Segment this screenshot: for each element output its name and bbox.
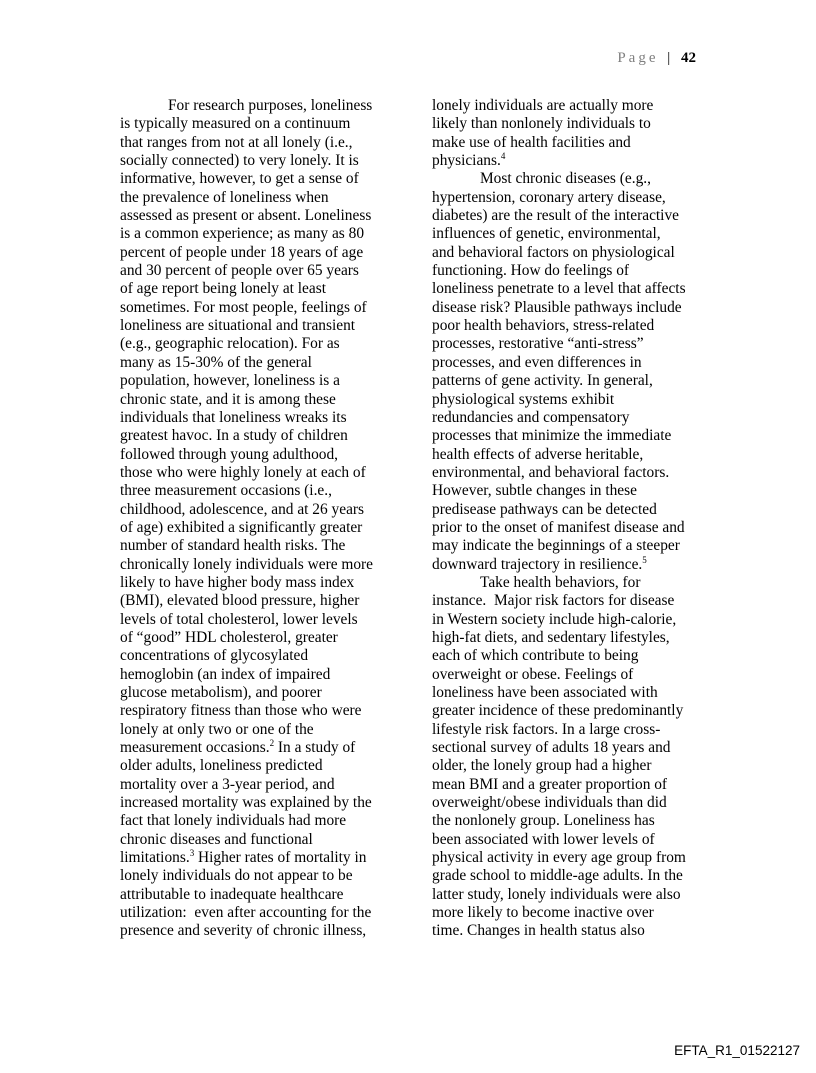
document-id: EFTA_R1_01522127 [674,1043,800,1058]
text-line: utilization: even after accounting for the [120,904,372,922]
text-line: lifestyle risk factors. In a large cross- [432,720,661,738]
text-line: greater incidence of these predominantly [432,702,684,720]
page-header [617,50,696,67]
text-line: chronically lonely individuals were more [120,555,374,573]
text-line: the prevalence of loneliness when [120,188,329,206]
text-line: loneliness have been associated with [432,684,658,701]
text-segment: Higher rates of mortality in [194,849,367,867]
text-line-with-citation [120,849,410,867]
text-line: older, the lonely group had a higher [432,757,652,775]
text-line: sometimes. For most people, feelings of [120,298,367,316]
page-label: Page [617,50,659,66]
text-line: patterns of gene activity. In general, [432,372,653,390]
text-segment: downward trajectory in resilience. [432,555,643,573]
text-line: mortality over a 3-year period, and [120,775,335,793]
text-line: overweight/obese individuals than did [432,794,667,812]
text-line: likely to have higher body mass index [120,573,355,591]
text-line: poor health behaviors, stress-related [432,317,655,335]
text-line: assessed as present or absent. Loneliness [120,207,372,225]
citation-superscript: 2 [269,737,275,748]
text-line: sectional survey of adults 18 years and [432,739,671,757]
text-line: lonely individuals do not appear to be [120,867,353,885]
text-line: time. Changes in health status also [432,922,645,940]
text-line: of age) exhibited a significantly greater [120,518,363,536]
text-line: processes, restorative “anti-stress” [432,335,644,353]
text-line: lonely individuals are actually more [432,97,654,114]
text-line: presence and severity of chronic illness, [120,922,367,940]
text-line: overweight or obese. Feelings of [432,665,634,683]
text-line: and behavioral factors on physiological [432,243,675,261]
text-line: (BMI), elevated blood pressure, higher [120,592,360,610]
page-separator: | [667,50,671,66]
text-line: the nonlonely group. Loneliness has [432,812,655,830]
text-line: diabetes) are the result of the interactive [432,207,679,225]
text-line: individuals that loneliness wreaks its [120,408,347,426]
text-line: is typically measured on a continuum [120,115,351,133]
text-line-with-citation [120,739,410,757]
text-line: many as 15-30% of the general [120,353,312,371]
text-line: Take health behaviors, for [480,573,641,591]
text-line: percent of people under 18 years of age [120,243,364,261]
text-line: lonely at only two or one of the [120,720,314,738]
text-segment: In a study of [274,739,356,757]
page-number: 42 [681,50,696,66]
text-line: is a common experience; as many as 80 [120,225,365,243]
text-segment: limitations. [120,849,190,867]
right-column [432,97,722,941]
text-segment: measurement occasions. [120,739,270,757]
text-line: in Western society include high-calorie, [432,610,677,628]
text-line: informative, however, to get a sense of [120,170,359,188]
text-line: (e.g., geographic relocation). For as [120,335,340,353]
text-line: of age report being lonely at least [120,280,326,298]
text-line: population, however, loneliness is a [120,372,340,390]
text-line: glucose metabolism), and poorer [120,684,322,701]
text-line: three measurement occasions (i.e., [120,482,332,500]
text-line: likely than nonlonely individuals to [432,115,651,133]
text-line: functioning. How do feelings of [432,262,630,280]
text-line: health effects of adverse heritable, [432,445,644,463]
text-line: disease risk? Plausible pathways include [432,298,682,316]
text-line: grade school to middle-age adults. In the [432,867,683,885]
text-line: more likely to become inactive over [432,904,654,922]
text-line: prior to the onset of manifest disease and [432,518,685,536]
left-column [120,97,410,941]
text-line: of “good” HDL cholesterol, greater [120,628,338,646]
text-line: influences of genetic, environmental, [432,225,661,243]
text-line: make use of health facilities and [432,133,631,151]
text-line: processes that minimize the immediate [432,427,672,445]
text-line: hemoglobin (an index of impaired [120,665,331,683]
text-line: socially connected) to very lonely. It is [120,152,359,170]
text-line: increased mortality was explained by the [120,794,372,812]
citation-superscript: 4 [500,150,506,161]
text-line: hypertension, coronary artery disease, [432,188,666,206]
text-line: mean BMI and a greater proportion of [432,775,668,793]
text-line: those who were highly lonely at each of [120,463,366,481]
text-line: respiratory fitness than those who were [120,702,362,720]
text-line: chronic state, and it is among these [120,390,336,408]
text-line: levels of total cholesterol, lower levels [120,610,358,628]
text-line: concentrations of glycosylated [120,647,309,665]
text-line: However, subtle changes in these [432,482,637,500]
text-line: number of standard health risks. The [120,537,346,555]
text-line: high-fat diets, and sedentary lifestyles, [432,628,670,646]
text-line: childhood, adolescence, and at 26 years [120,500,365,518]
text-line: older adults, loneliness predicted [120,757,323,775]
text-line: fact that lonely individuals had more [120,812,347,830]
text-line: physiological systems exhibit [432,390,615,408]
text-line: loneliness are situational and transient [120,317,356,335]
text-line: each of which contribute to being [432,647,639,665]
text-line: been associated with lower levels of [432,830,655,848]
text-line: instance. Major risk factors for disease [432,592,675,610]
text-line: loneliness penetrate to a level that affects [432,280,686,298]
text-line-with-citation [432,152,722,170]
text-line: greatest havoc. In a study of children [120,427,348,445]
text-segment: physicians. [432,152,501,170]
text-line-with-citation [432,556,722,574]
text-line: that ranges from not at all lonely (i.e., [120,133,353,151]
text-line: may indicate the beginnings of a steeper [432,537,680,555]
citation-superscript: 5 [642,554,647,565]
text-line: processes, and even differences in [432,353,642,371]
text-line: redundancies and compensatory [432,408,630,426]
text-line: attributable to inadequate healthcare [120,885,344,903]
text-line: latter study, lonely individuals were also [432,885,681,903]
text-line: and 30 percent of people over 65 years [120,262,359,280]
text-line: chronic diseases and functional [120,830,313,848]
text-line: environmental, and behavioral factors. [432,463,670,481]
text-line: For research purposes, loneliness [168,97,373,114]
text-line: physical activity in every age group from [432,849,686,867]
text-line: predisease pathways can be detected [432,500,657,518]
text-line: followed through young adulthood, [120,445,339,463]
text-line: Most chronic diseases (e.g., [480,170,651,188]
citation-superscript: 3 [189,847,195,858]
